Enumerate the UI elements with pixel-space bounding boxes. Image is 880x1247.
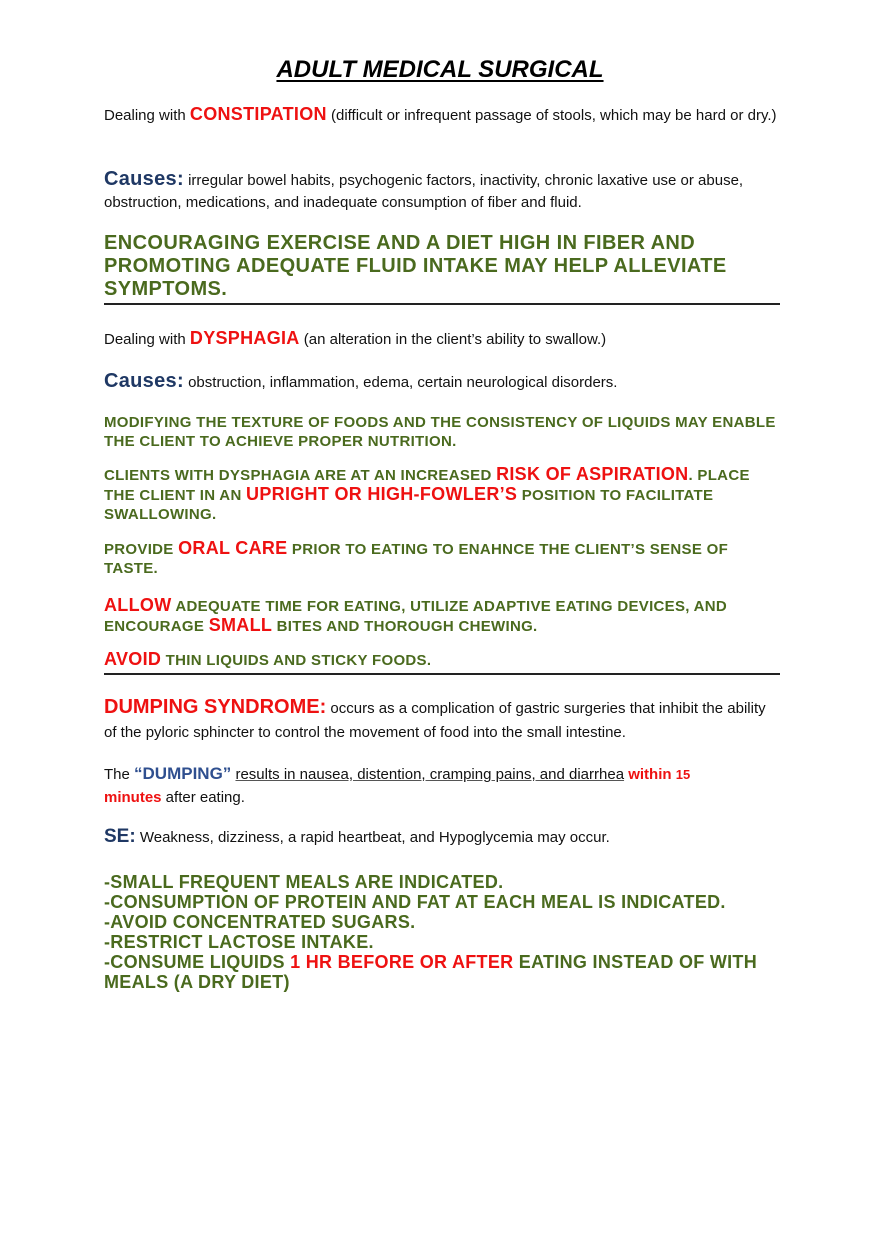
aspiration-text-1: CLIENTS WITH DYSPHAGIA ARE AT AN INCREASED: [104, 467, 497, 484]
dumping-title: DUMPING SYNDROME:: [104, 696, 327, 718]
list-item: -CONSUMPTION OF PROTEIN AND FAT AT EACH MEAL IS INDICATED.: [104, 892, 726, 912]
one-hr-keyword: 1 HR BEFORE OR AFTER: [290, 952, 514, 972]
within-keyword: within: [628, 766, 672, 783]
constipation-causes-text: irregular bowel habits, psychogenic factors, inactivity, chronic laxative use or abuse, obstruction, medications, and inadequate consumption of fiber and fluid.: [104, 172, 744, 211]
list-item-text-2: EATING INSTEAD OF WITH MEALS (A DRY DIET): [104, 952, 758, 992]
constipation-causes: [104, 168, 780, 214]
dysphagia-point-aspiration: [104, 465, 780, 524]
avoid-text: THIN LIQUIDS AND STICKY FOODS.: [161, 652, 432, 669]
constipation-keyword: CONSTIPATION: [189, 104, 327, 124]
dumping-side-effects: [104, 826, 780, 849]
aspiration-text-2: . PLACE THE CLIENT IN AN: [104, 467, 750, 504]
constipation-causes-label: Causes:: [104, 168, 184, 190]
small-keyword: SMALL: [208, 615, 273, 635]
list-item: -AVOID CONCENTRATED SUGARS.: [104, 912, 416, 932]
dumping-interventions-list: [104, 872, 780, 992]
section-divider: [104, 673, 780, 675]
allow-text-1: ADEQUATE TIME FOR EATING, UTILIZE ADAPTIVE EATING DEVICES, AND ENCOURAGE: [104, 598, 728, 635]
allow-text-2: BITES AND THOROUGH CHEWING.: [272, 618, 538, 635]
dysphagia-point-allow: [104, 596, 780, 636]
dysphagia-keyword: DYSPHAGIA: [189, 328, 300, 348]
minutes-keyword: minutes: [104, 789, 162, 806]
dumping-word: “DUMPING”: [134, 764, 232, 783]
dysphagia-intro: [104, 327, 780, 351]
upright-position: UPRIGHT OR HIGH-FOWLER’S: [246, 484, 518, 504]
dysphagia-point-oral-care: [104, 539, 780, 578]
dysphagia-point-texture: MODIFYING THE TEXTURE OF FOODS AND THE CONSISTENCY OF LIQUIDS MAY ENABLE THE CLIENT TO ACHIEVE PROPER NUTRITION.: [104, 414, 776, 450]
constipation-recommendation: ENCOURAGING EXERCISE AND A DIET HIGH IN FIBER AND PROMOTING ADEQUATE FLUID INTAKE MAY HELP ALLEVIATE SYMPTOMS.: [104, 232, 727, 300]
list-item: -RESTRICT LACTOSE INTAKE.: [104, 932, 374, 952]
list-item-text-1: -CONSUME LIQUIDS: [104, 952, 291, 972]
avoid-keyword: AVOID: [104, 649, 162, 669]
risk-of-aspiration: RISK OF ASPIRATION: [496, 464, 689, 484]
page-title: ADULT MEDICAL SURGICAL: [276, 56, 604, 83]
allow-keyword: ALLOW: [104, 595, 172, 615]
dysphagia-causes: [104, 370, 780, 394]
list-item: [104, 952, 780, 992]
dumping-the: The: [104, 766, 135, 783]
constipation-definition: (difficult or infrequent passage of stools, which may be hard or dry.): [326, 107, 777, 124]
after-eating-text: after eating.: [161, 789, 245, 806]
se-text: Weakness, dizziness, a rapid heartbeat, and Hypoglycemia may occur.: [135, 829, 610, 846]
aspiration-text-3: POSITION TO FACILITATE SWALLOWING.: [104, 487, 714, 523]
dysphagia-point-avoid: [104, 650, 780, 670]
dysphagia-definition: (an alteration in the client’s ability to swallow.): [299, 331, 607, 348]
constipation-intro: [104, 103, 780, 127]
dumping-intro: [104, 695, 780, 745]
dysphagia-prefix: Dealing with: [104, 331, 190, 348]
dumping-description: occurs as a complication of gastric surgeries that inhibit the ability of the pyloric sphincter to control the movement of food into the small intestine.: [104, 700, 766, 741]
se-label: SE:: [104, 826, 136, 847]
oral-care-keyword: ORAL CARE: [178, 538, 288, 558]
dumping-results: [104, 762, 780, 809]
dumping-results-text: results in nausea, distention, cramping pains, and diarrhea: [235, 766, 625, 783]
section-divider: [104, 303, 780, 305]
dysphagia-causes-text: obstruction, inflammation, edema, certain neurological disorders.: [183, 374, 618, 391]
fifteen-keyword: 15: [675, 767, 691, 782]
list-item: -SMALL FREQUENT MEALS ARE INDICATED.: [104, 872, 504, 892]
constipation-prefix: Dealing with: [104, 107, 190, 124]
oral-care-text-2: PRIOR TO EATING TO ENAHNCE THE CLIENT’S SENSE OF TASTE.: [104, 541, 729, 577]
dysphagia-causes-label: Causes:: [104, 370, 184, 392]
oral-care-text-1: PROVIDE: [104, 541, 179, 558]
